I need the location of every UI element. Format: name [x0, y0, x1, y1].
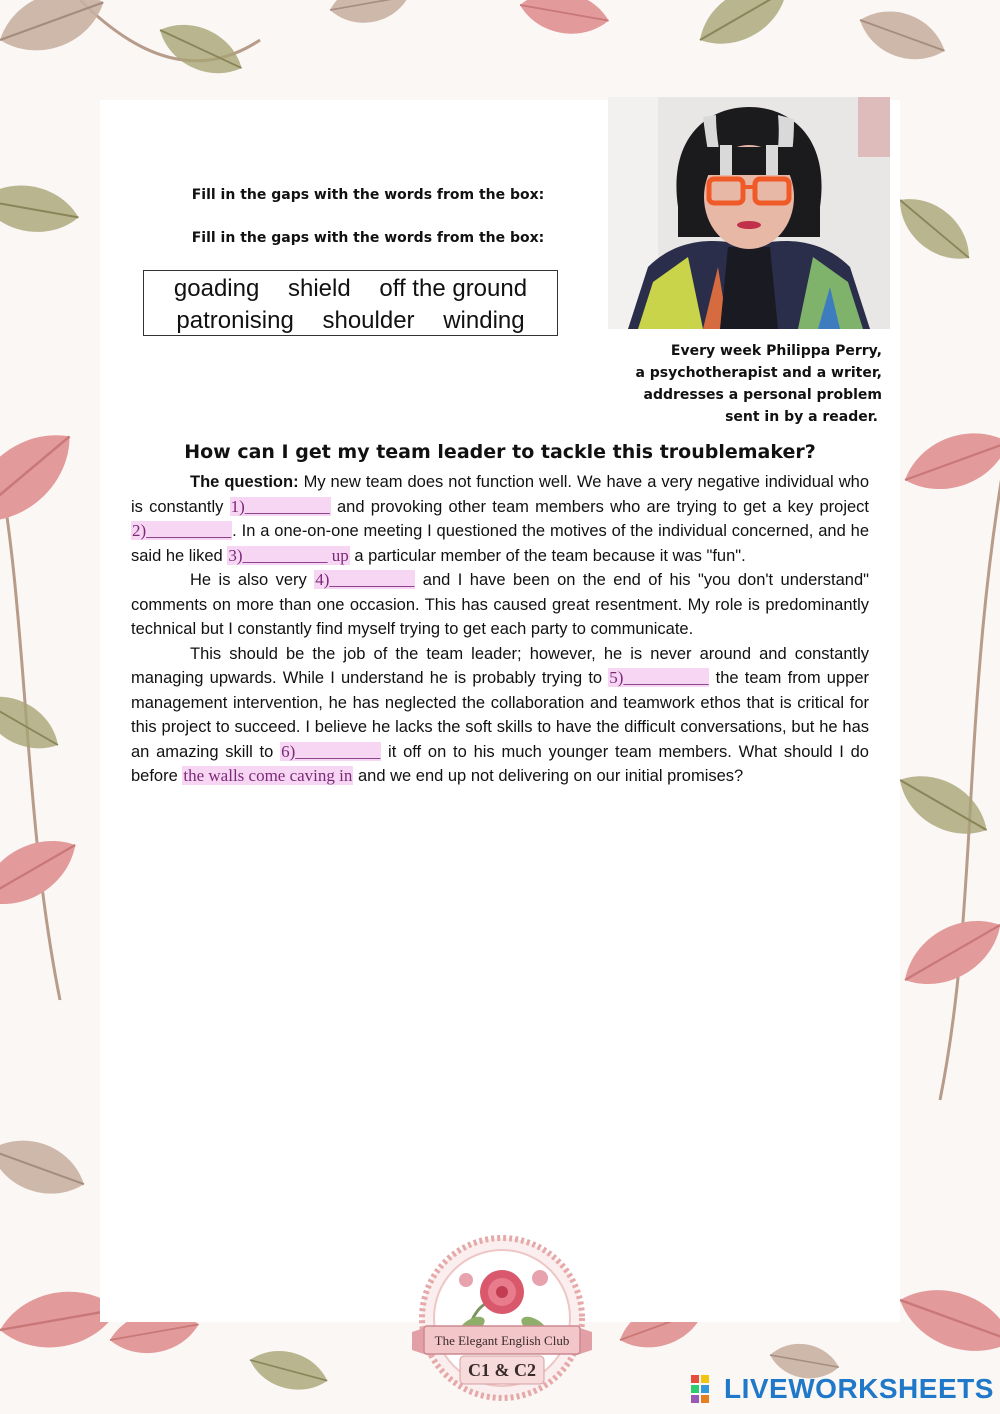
- text-run: it off on to his much younger team members. What should I do before: [131, 742, 869, 785]
- article-title: How can I get my team leader to tackle this troublemaker?: [184, 441, 816, 463]
- text-run: a particular member of the team because it was "fun".: [349, 546, 746, 565]
- gap-4-input[interactable]: 4)__________: [315, 570, 415, 589]
- instruction-text-repeat: Fill in the gaps with the words from the box:: [191, 230, 545, 246]
- portrait-illustration-icon: [608, 97, 890, 329]
- word-option: patronising: [176, 307, 294, 334]
- liveworksheets-logo-icon: [690, 1374, 720, 1404]
- text-run: the team from upper management intervention, he has neglected the collaboration and teamwork ethos that is critical for this project to succeed. I believe he lacks the soft skills to have the difficult conversations, but he has an amazing skill to: [131, 669, 869, 761]
- text-run: My new team does not function well. We have a very negative individual who is constantly: [131, 473, 869, 516]
- word-option: shield: [288, 275, 351, 302]
- word-option: shoulder: [322, 307, 415, 334]
- word-box: [143, 270, 558, 336]
- text-run: and we end up not delivering on our initial promises?: [353, 767, 744, 785]
- gap-5-input[interactable]: 5)__________: [609, 668, 709, 687]
- word-option: off the ground: [379, 275, 528, 302]
- question-label: The question:: [190, 473, 299, 491]
- paragraph-2: [131, 568, 869, 642]
- word-option: winding: [443, 307, 525, 334]
- paragraph-1: [131, 470, 869, 568]
- gap-6-input[interactable]: 6)__________: [281, 741, 381, 761]
- club-logo: [412, 1230, 592, 1414]
- gap-3-input[interactable]: 3)__________ up: [228, 545, 349, 565]
- gap-1-input[interactable]: 1)__________: [230, 496, 330, 516]
- text-run: This should be the job of the team leader; however, he is never around and constantly managing upwards. While I understand he is probably trying to: [131, 644, 869, 687]
- highlighted-phrase: the walls come caving in: [183, 766, 353, 785]
- gap-2-input[interactable]: 2)__________: [132, 521, 232, 540]
- portrait-photo: [608, 97, 890, 329]
- logo-club-name: The Elegant English Club: [434, 1333, 570, 1348]
- caption-line: addresses a personal problem: [643, 387, 882, 403]
- liveworksheets-wordmark: LIVEWORKSHEETS: [724, 1373, 994, 1404]
- caption-line: a psychotherapist and a writer,: [635, 365, 882, 381]
- word-box-row-2: [144, 305, 557, 337]
- word-option: goading: [173, 275, 260, 302]
- text-run: He is also very: [190, 571, 315, 589]
- caption-line: sent in by a reader.: [725, 409, 878, 425]
- word-box-row-1: [144, 273, 557, 305]
- text-run: and provoking other team members who are trying to get a key project: [330, 497, 870, 516]
- photo-caption: [610, 340, 882, 428]
- article-body: [131, 470, 869, 789]
- paragraph-3: [131, 642, 869, 789]
- instruction-text: Fill in the gaps with the words from the box:: [191, 187, 545, 203]
- caption-line: Every week Philippa Perry,: [670, 343, 882, 359]
- text-run: and I have been on the end of his "you don't understand" comments on more than one occasion. This has caused great resentment. My role is predominantly technical but I constantly find myself trying to get each party to communicate.: [131, 571, 869, 638]
- text-run: . In a one-on-one meeting I questioned the motives of the individual concerned, and he said he liked: [131, 522, 869, 565]
- logo-level: C1 & C2: [468, 1360, 536, 1380]
- liveworksheets-brand[interactable]: [690, 1372, 994, 1406]
